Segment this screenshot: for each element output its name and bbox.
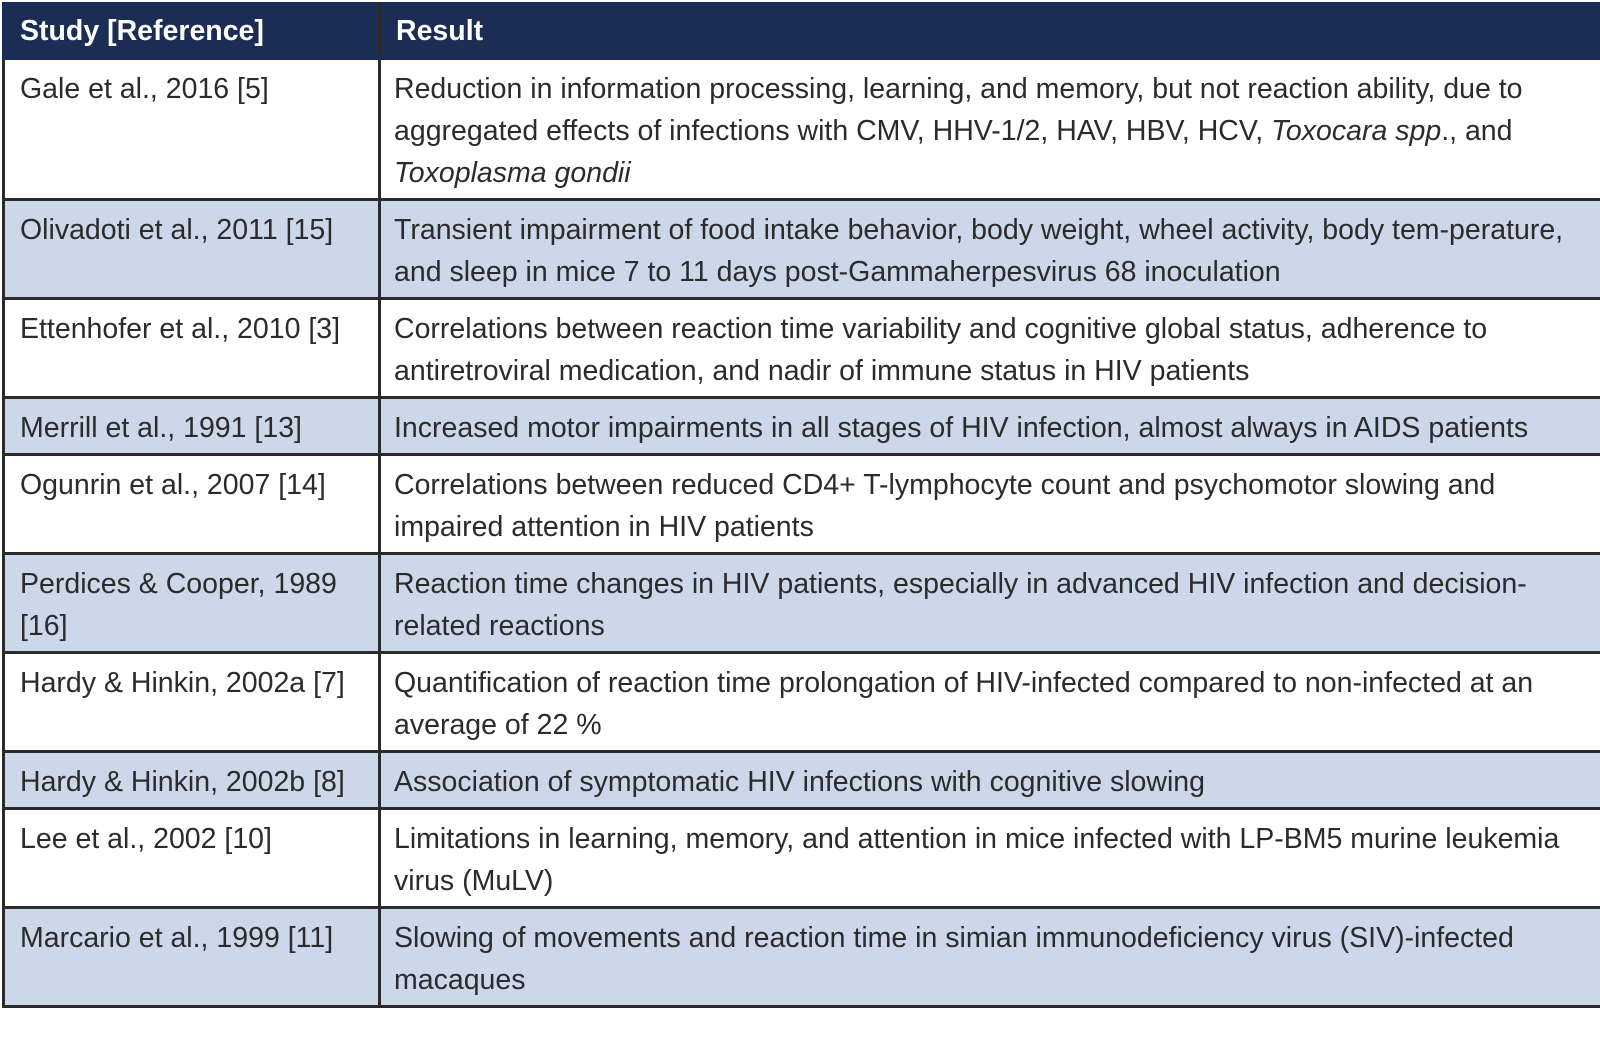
result-cell: Slowing of movements and reaction time in simian immunodeficiency virus (SIV)-infected macaques [380,908,1600,1007]
result-cell: Reaction time changes in HIV patients, especially in advanced HIV infection and decision-related reactions [380,554,1600,653]
result-cell: Increased motor impairments in all stages of HIV infection, almost always in AIDS patients [380,398,1600,455]
table-row [4,554,1600,653]
study-cell: Hardy & Hinkin, 2002a [7] [4,653,380,752]
result-cell [380,59,1600,200]
study-cell: Hardy & Hinkin, 2002b [8] [4,752,380,809]
table-row [4,59,1600,200]
study-cell: Ogunrin et al., 2007 [14] [4,455,380,554]
header-result: Result [380,4,1600,59]
study-cell: Ettenhofer et al., 2010 [3] [4,299,380,398]
result-cell: Correlations between reduced CD4+ T-lymphocyte count and psychomotor slowing and impaired attention in HIV patients [380,455,1600,554]
table-row [4,653,1600,752]
table-row [4,752,1600,809]
study-cell: Marcario et al., 1999 [11] [4,908,380,1007]
table-row [4,200,1600,299]
study-results-table [2,2,1600,1008]
table-row [4,809,1600,908]
table-row [4,908,1600,1007]
result-text-connector: ., and [1441,115,1513,147]
result-text-line1: Reduction in information processing, learning, and memory, but not reaction ability, [394,73,1436,105]
study-cell: Lee et al., 2002 [10] [4,809,380,908]
result-cell: Limitations in learning, memory, and attention in mice infected with LP-BM5 murine leukemia virus (MuLV) [380,809,1600,908]
result-cell: Transient impairment of food intake behavior, body weight, wheel activity, body tem-perature, and sleep in mice 7 to 11 days post-Gammaherpesvirus 68 inoculation [380,200,1600,299]
result-italic-taxon-b: Toxoplasma gondii [394,157,631,189]
table-row [4,455,1600,554]
result-cell: Association of symptomatic HIV infections with cognitive slowing [380,752,1600,809]
result-text-line2: due to aggregated effects of infections with CMV, HHV-1/2, HAV, HBV, HCV, [394,73,1523,147]
result-cell: Quantification of reaction time prolongation of HIV-infected compared to non-infected at an average of 22 % [380,653,1600,752]
table-body [4,59,1600,1007]
result-cell: Correlations between reaction time variability and cognitive global status, adherence to antiretroviral medication, and nadir of immune status in HIV patients [380,299,1600,398]
study-cell: Gale et al., 2016 [5] [4,59,380,200]
header-study: Study [Reference] [4,4,380,59]
study-cell: Perdices & Cooper, 1989 [16] [4,554,380,653]
study-cell: Olivadoti et al., 2011 [15] [4,200,380,299]
table-row [4,398,1600,455]
result-italic-taxon-a: Toxocara spp [1271,115,1442,147]
header-row [4,4,1600,59]
table-header [4,4,1600,59]
table-row [4,299,1600,398]
study-cell: Merrill et al., 1991 [13] [4,398,380,455]
